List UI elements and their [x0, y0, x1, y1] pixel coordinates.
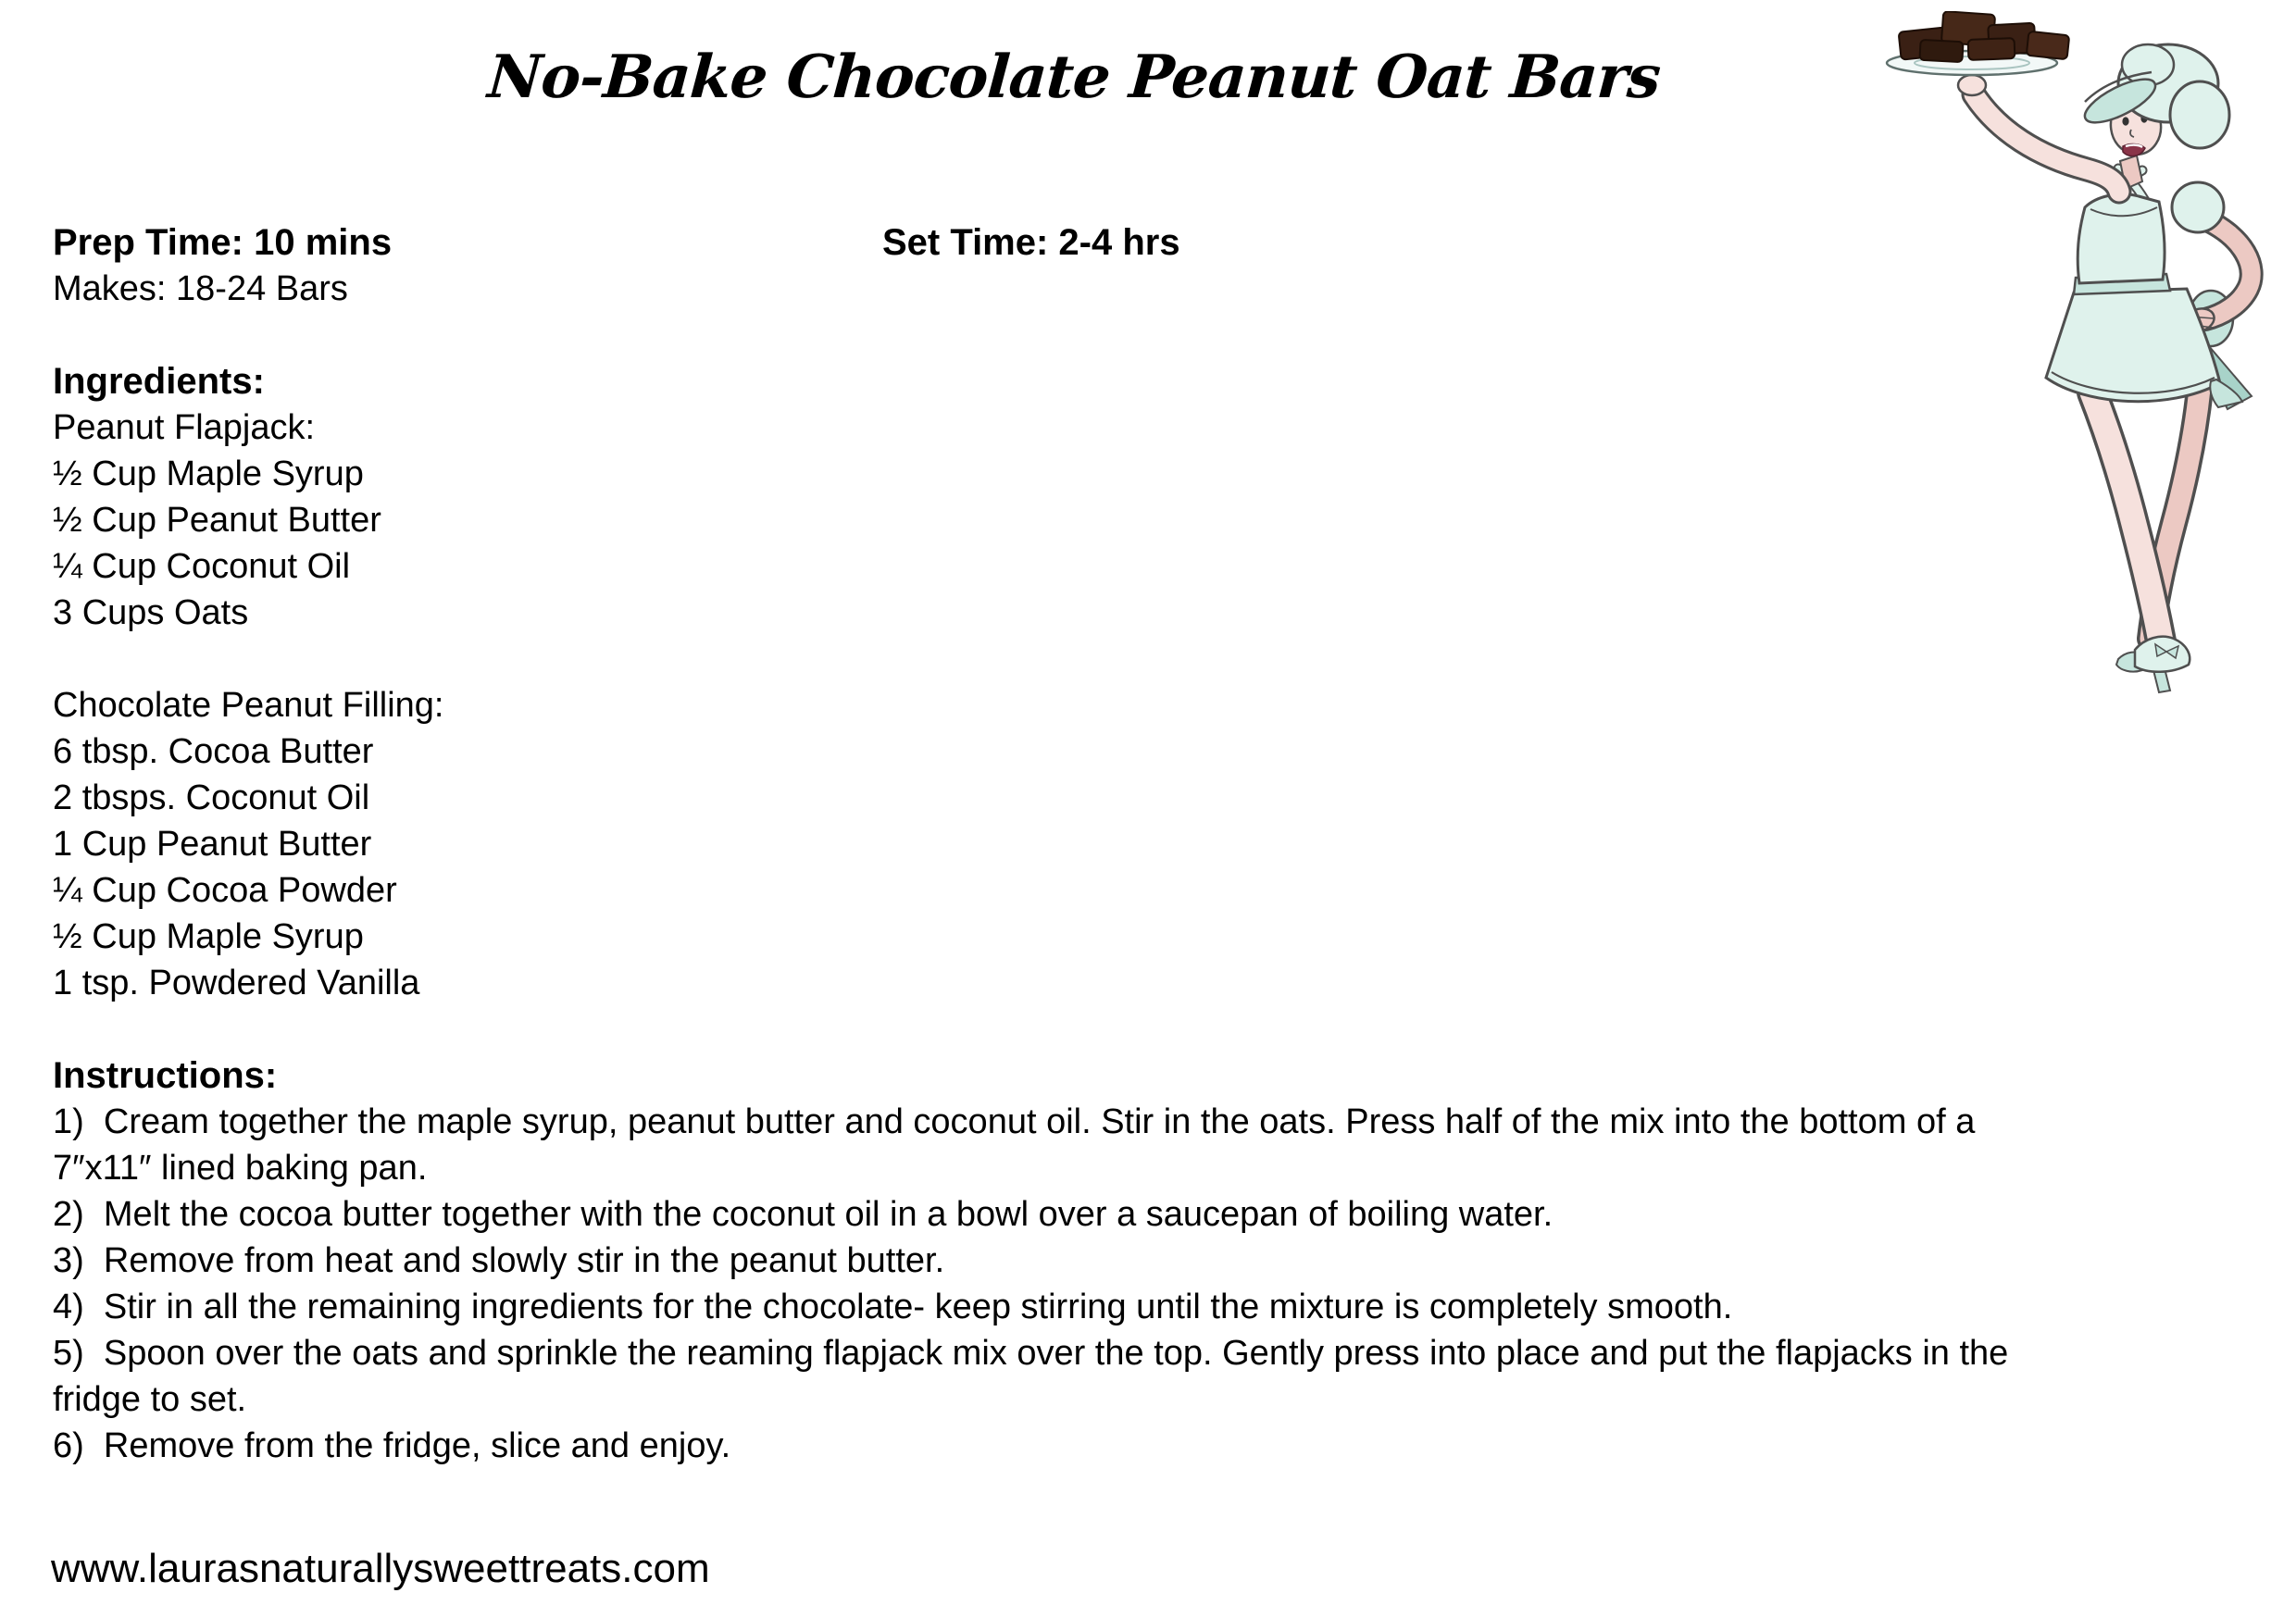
- prep-time-label: Prep Time: 10 mins: [53, 222, 393, 263]
- website-url: www.laurasnaturallysweettreats.com: [51, 1546, 710, 1591]
- instruction-line: 3) Remove from heat and slowly stir in the peanut butter.: [53, 1241, 945, 1280]
- baker-illustration: [1842, 11, 2268, 696]
- ingredient-item: 6 tbsp. Cocoa Butter: [53, 732, 374, 771]
- ingredient-item: ¼ Cup Cocoa Powder: [53, 871, 397, 910]
- ingredient-item: ½ Cup Maple Syrup: [53, 917, 364, 956]
- shoes: [2116, 637, 2190, 692]
- page-title: No-Bake Chocolate Peanut Oat Bars: [485, 43, 1663, 112]
- ingredient-item: 2 tbsps. Coconut Oil: [53, 778, 370, 817]
- eye: [2122, 117, 2128, 125]
- brownies: [1899, 11, 2070, 62]
- puff-sleeve: [2172, 182, 2224, 232]
- ingredient-item: 1 Cup Peanut Butter: [53, 825, 372, 864]
- ingredient-item: ¼ Cup Coconut Oil: [53, 547, 351, 586]
- instruction-line: 7″x11″ lined baking pan.: [53, 1149, 428, 1188]
- set-time-label: Set Time: 2-4 hrs: [882, 222, 1180, 263]
- flapjack-section-title: Peanut Flapjack:: [53, 408, 316, 447]
- instruction-line: 4) Stir in all the remaining ingredients for the chocolate- keep stirring until the mixture is completely smooth.: [53, 1288, 1733, 1326]
- instruction-line: 5) Spoon over the oats and sprinkle the reaming flapjack mix over the top. Gently press into place and put the flapjacks in the: [53, 1334, 2009, 1373]
- filling-section-title: Chocolate Peanut Filling:: [53, 686, 444, 725]
- instruction-line: 6) Remove from the fridge, slice and enjoy.: [53, 1426, 731, 1465]
- instructions-heading: Instructions:: [53, 1055, 278, 1096]
- instruction-line: fridge to set.: [53, 1380, 247, 1419]
- hand: [1958, 75, 1986, 95]
- instruction-line: 2) Melt the cocoa butter together with the coconut oil in a bowl over a saucepan of boiling water.: [53, 1195, 1554, 1234]
- ingredient-item: ½ Cup Maple Syrup: [53, 454, 364, 493]
- legs: [2092, 389, 2200, 652]
- ingredient-item: 1 tsp. Powdered Vanilla: [53, 964, 420, 1002]
- ingredients-heading: Ingredients:: [53, 361, 265, 402]
- spacer: [53, 1006, 2256, 1052]
- ingredient-item: ½ Cup Peanut Butter: [53, 501, 381, 540]
- instruction-line: 1) Cream together the maple syrup, peanut butter and coconut oil. Stir in the oats. Press half of the mix into the bottom of a: [53, 1102, 1976, 1141]
- ingredient-item: 3 Cups Oats: [53, 593, 249, 632]
- makes-label: Makes: 18-24 Bars: [53, 269, 348, 308]
